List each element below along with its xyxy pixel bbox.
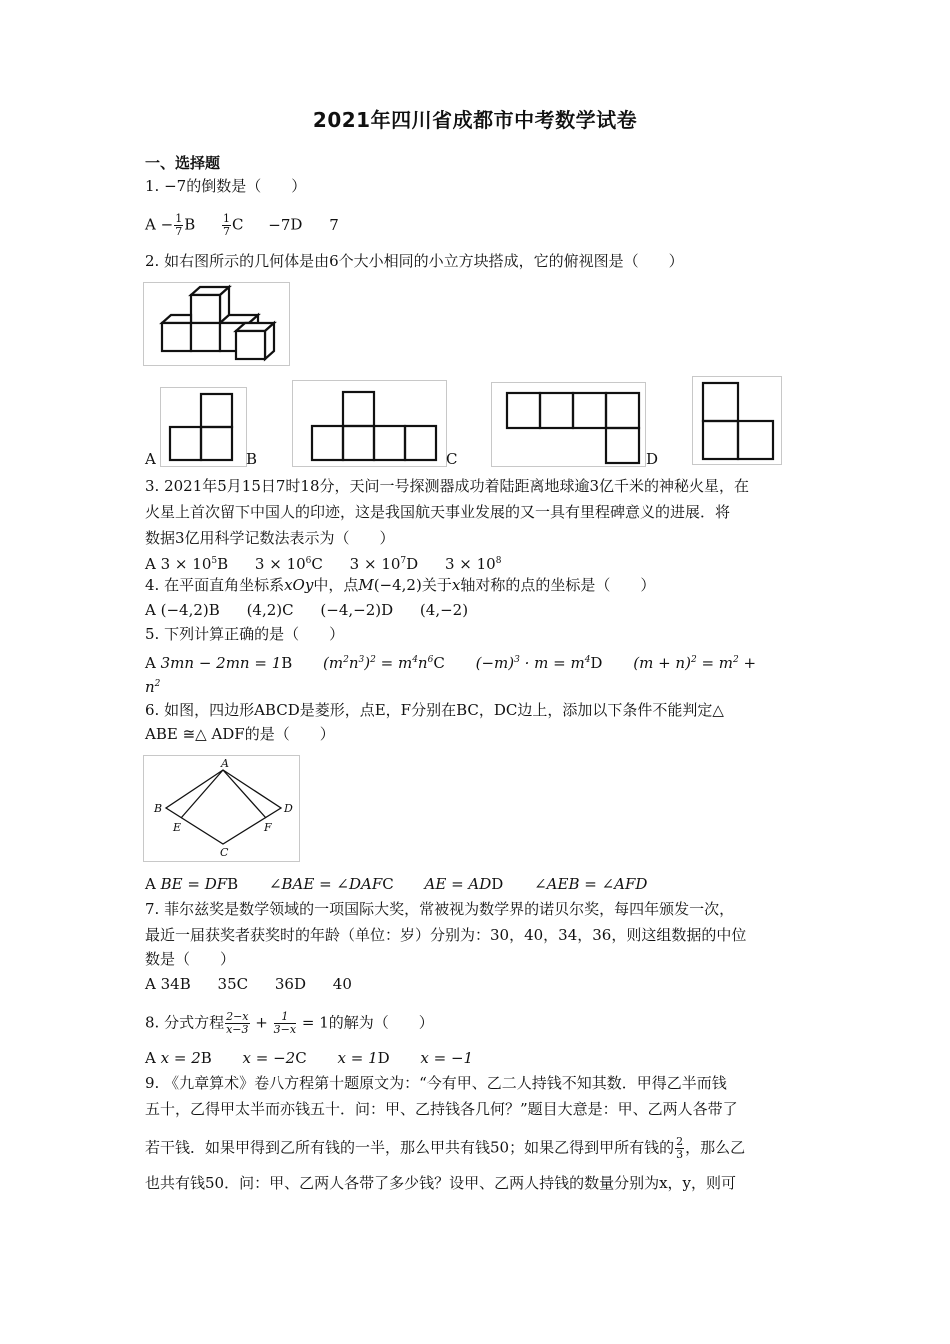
svg-text:C: C <box>220 846 229 859</box>
q5-stem: 5. 下列计算正确的是（ ） <box>145 625 345 643</box>
q6-options: A BE = DFB ∠BAE = ∠DAFC AE = ADD ∠AEB = ∠AFD <box>145 875 648 893</box>
q4-stem: 4. 在平面直角坐标系xOy中，点M(−4,2)关于x轴对称的点的坐标是（ ） <box>145 576 656 594</box>
q9-line-2: 五十，乙得甲太半而亦钱五十．问：甲、乙持钱各几何？”题目大意是：甲、乙两人各带了 <box>145 1100 738 1118</box>
q9-line-1: 9. 《九章算术》卷八方程第十题原文为：“今有甲、乙二人持钱不知其数．甲得乙半而钱 <box>145 1074 727 1092</box>
q2-solid-figure <box>143 282 290 366</box>
q2-stem: 2. 如右图所示的几何体是由6个大小相同的小立方块搭成，它的俯视图是（ ） <box>145 252 684 270</box>
q5-option-d-tail: $n^2$ <box>145 678 161 696</box>
q1-option-b-frac: $\frac{1}{7}$ <box>223 212 231 238</box>
q9-line-4: 也共有钱50．问：甲、乙两人各带了多少钱？设甲、乙两人持钱的数量分别为x，y，则可 <box>145 1174 737 1192</box>
section-heading: 一、选择题 <box>145 154 221 172</box>
q2-option-b-figure <box>292 380 447 467</box>
q2-option-a-figure <box>160 387 247 467</box>
q3-line-2: 火星上首次留下中国人的印迹，这是我国航天事业发展的又一具有里程碑意义的进展．将 <box>145 503 731 521</box>
q7-line-1: 7. 菲尔兹奖是数学领域的一项国际大奖，常被视为数学界的诺贝尔奖，每四年颁发一次， <box>145 900 735 918</box>
q2-option-b-label: B <box>246 450 258 468</box>
q8-options: A x = 2B x = −2C x = 1D x = −1 <box>145 1049 474 1067</box>
q7-options: A 34B 35C 36D 40 <box>145 975 352 993</box>
q7-line-2: 最近一届获奖者获奖时的年龄（单位：岁）分别为：30，40，34，36，则这组数据的中位 <box>145 926 747 944</box>
q6-line-1: 6. 如图，四边形ABCD是菱形，点E，F分别在BC，DC边上，添加以下条件不能判定△ <box>145 701 724 719</box>
q2-option-a-label: A <box>145 450 156 468</box>
q9-fraction: $\frac{2}{3}$ <box>676 1135 684 1161</box>
q8-fraction-1: $\frac{2-x}{x-3}$ <box>226 1010 249 1036</box>
q2-option-c-label: C <box>446 450 458 468</box>
svg-text:A: A <box>221 757 229 770</box>
svg-text:B: B <box>154 802 163 815</box>
q1-stem: 1. −7的倒数是（ ） <box>145 177 307 195</box>
q8-stem: 8. 分式方程 $\frac{2-x}{x-3}$ + $\frac{1}{3-x}$ = 1的解为（ ） <box>145 1010 434 1036</box>
q4-options: A (−4,2)B (4,2)C (−4,−2)D (4,−2) <box>145 601 469 619</box>
q8-fraction-2: $\frac{1}{3-x}$ <box>273 1010 297 1036</box>
q7-line-3: 数是（ ） <box>145 950 236 968</box>
q1-option-a-frac: $\frac{1}{7}$ <box>175 212 183 238</box>
q1-options: A − $\frac{1}{7}$ B $\frac{1}{7}$ C −7D 7 <box>145 212 339 238</box>
svg-text:D: D <box>284 802 293 815</box>
q6-rhombus-figure <box>143 755 300 862</box>
q3-options: A $3 \times 10^5B$ $3 \times 10^6C$ $3 \times 10^7D$ $3 \times 10^8$ <box>145 555 502 573</box>
page-title: 2021年四川省成都市中考数学试卷 <box>312 108 638 132</box>
q3-line-3: 数据3亿用科学记数法表示为（ ） <box>145 529 395 547</box>
svg-text:F: F <box>264 821 272 834</box>
q2-option-c-figure <box>491 382 646 467</box>
q9-line-3: 若干钱．如果甲得到乙所有钱的一半，那么甲共有钱50；如果乙得到甲所有钱的 $\frac{2}{3}$ ，那么乙 <box>145 1135 746 1161</box>
q2-option-d-figure <box>692 376 782 465</box>
q3-line-1: 3. 2021年5月15日7时18分，天问一号探测器成功着陆距离地球逾3亿千米的神秘火星，在 <box>145 477 750 495</box>
q6-line-2: ABE ≅△ ADF的是（ ） <box>145 725 335 743</box>
q5-options: A 3mn − 2mn = 1B $(m^2n^3)^2 = m^4n^6C$ $(-m)^3 \cdot m = m^4D$ $(m + n)^2 = m^2$ + <box>145 654 757 672</box>
q2-option-d-label: D <box>646 450 659 468</box>
svg-text:E: E <box>173 821 182 834</box>
